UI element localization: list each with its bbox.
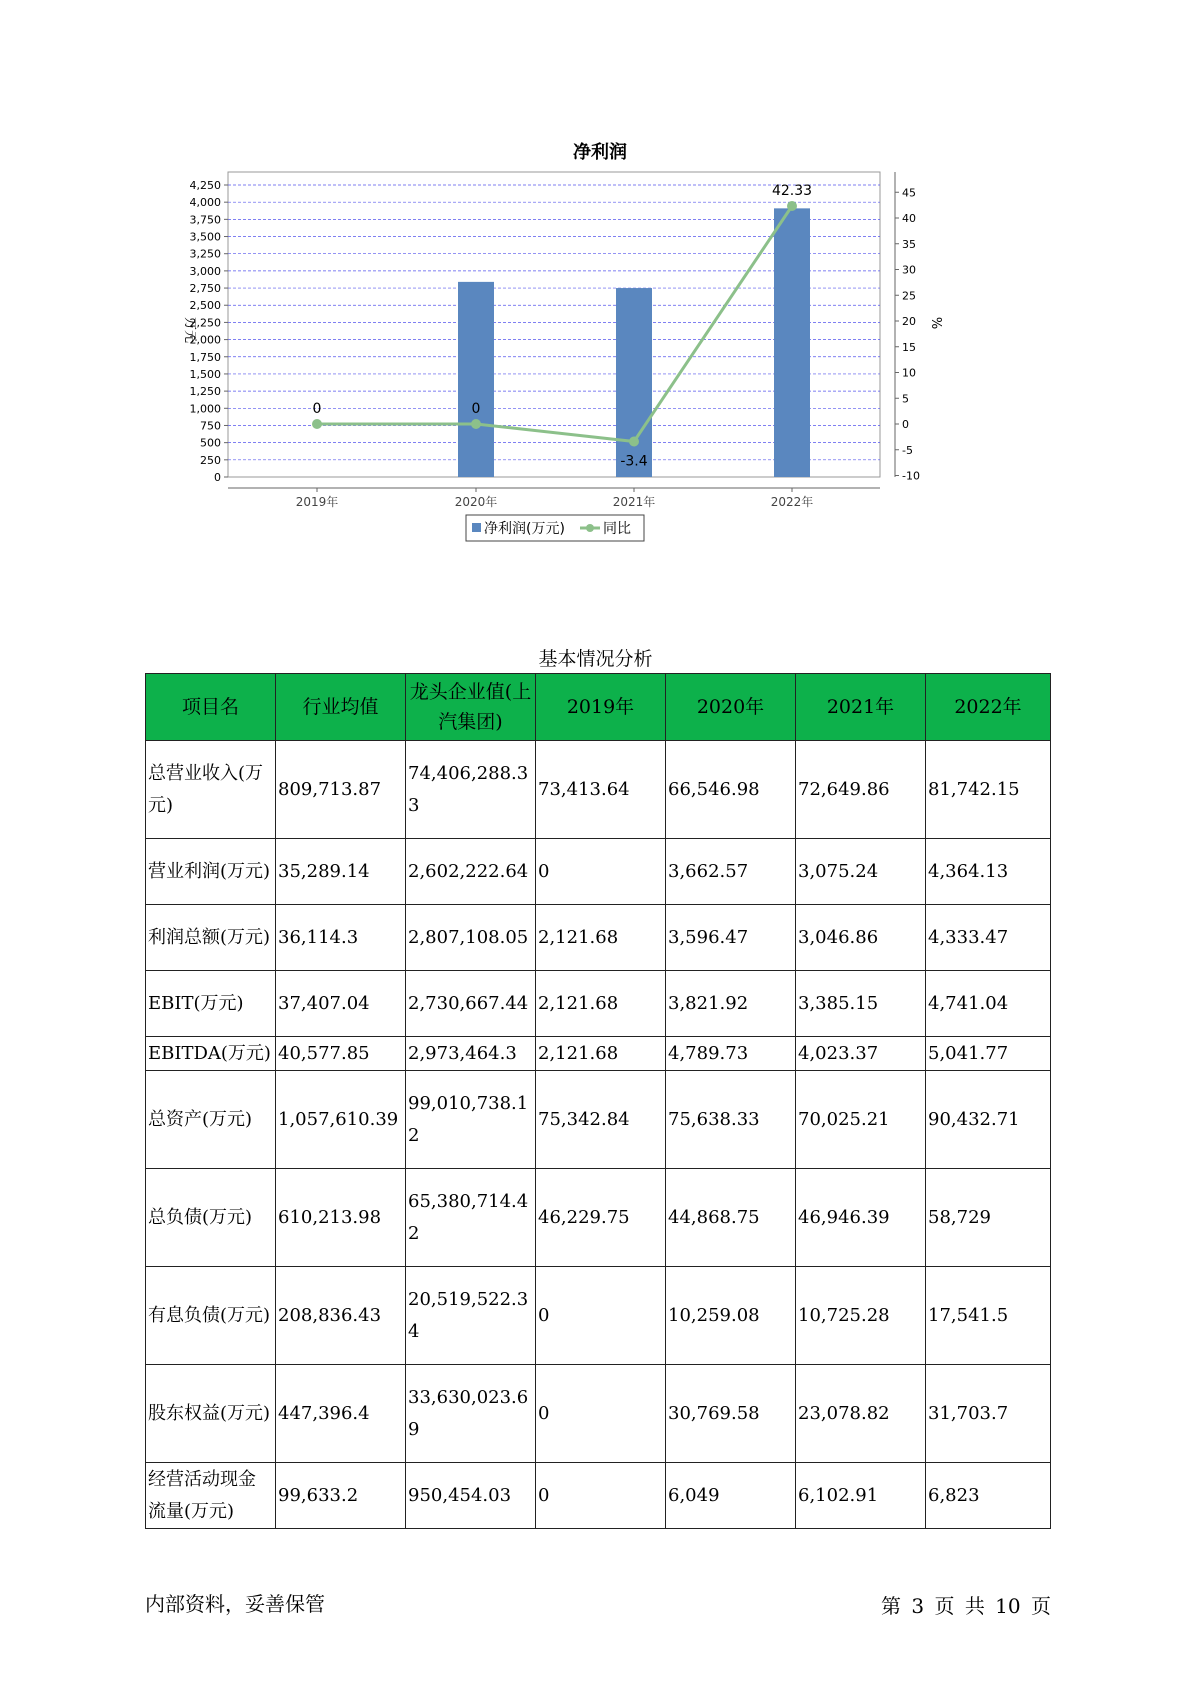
row-label: 总营业收入(万元): [146, 741, 276, 839]
y-tick-label: 3,250: [189, 247, 221, 261]
table-title: 基本情况分析: [538, 648, 653, 670]
table-row: [146, 1169, 1051, 1267]
table-cell: 17,541.5: [926, 1267, 1051, 1365]
table-cell: 6,102.91: [796, 1463, 926, 1529]
table-cell: 65,380,714.42: [406, 1169, 536, 1267]
header-cell: 行业均值: [276, 674, 406, 741]
y2-tick-label: 45: [902, 186, 916, 200]
table-cell: 3,662.57: [666, 839, 796, 905]
table-cell: 30,769.58: [666, 1365, 796, 1463]
y-tick-label: 1,750: [189, 350, 221, 364]
chart-title: 净利润: [573, 142, 627, 163]
y-tick-label: 1,250: [189, 385, 221, 399]
analysis-table: [145, 673, 1051, 1529]
y2-tick-label: 10: [902, 366, 916, 380]
table-cell: 3,596.47: [666, 905, 796, 971]
y2-tick-label: 5: [902, 392, 909, 406]
table-cell: 0: [536, 839, 666, 905]
yoy-data-label: 42.33: [771, 183, 813, 200]
row-label: 经营活动现金流量(万元): [146, 1463, 276, 1529]
y-tick-label: 2,250: [189, 316, 221, 330]
row-label: 总负债(万元): [146, 1169, 276, 1267]
y-tick-label: 4,250: [189, 179, 221, 192]
y-tick-label: 1,500: [189, 367, 221, 381]
table-header-row: [146, 674, 1051, 741]
y2-tick-label: 20: [902, 315, 916, 328]
y2-tick-label: -10: [902, 469, 920, 483]
table-cell: 950,454.03: [406, 1463, 536, 1529]
table-cell: 44,868.75: [666, 1169, 796, 1267]
x-axis-labels: [296, 488, 814, 509]
header-cell: 2022年: [926, 674, 1051, 741]
table-cell: 99,633.2: [276, 1463, 406, 1529]
table-cell: 2,602,222.64: [406, 839, 536, 905]
table-cell: 33,630,023.69: [406, 1365, 536, 1463]
table-cell: 90,432.71: [926, 1071, 1051, 1169]
y-tick-label: 4,000: [189, 196, 221, 210]
table-cell: 4,333.47: [926, 905, 1051, 971]
header-cell: 项目名: [146, 674, 276, 741]
table-cell: 4,789.73: [666, 1037, 796, 1071]
table-cell: 36,114.3: [276, 905, 406, 971]
table-cell: 809,713.87: [276, 741, 406, 839]
x-tick-label: 2021年: [612, 495, 656, 509]
y2-tick-label: -5: [902, 443, 913, 457]
table-cell: 31,703.7: [926, 1365, 1051, 1463]
legend-bar-label: 净利润(万元): [484, 521, 565, 537]
x-tick-label: 2022年: [770, 495, 814, 509]
table-cell: 2,807,108.05: [406, 905, 536, 971]
y-tick-label: 750: [200, 419, 221, 433]
y2-tick-label: 0: [902, 418, 909, 431]
left-axis-label: 万元: [182, 316, 197, 344]
table-cell: 0: [536, 1463, 666, 1529]
y-tick-label: 3,750: [189, 213, 221, 227]
table-cell: 5,041.77: [926, 1037, 1051, 1071]
y-tick-label: 1,000: [189, 402, 221, 416]
table-cell: 1,057,610.39: [276, 1071, 406, 1169]
table-cell: 3,046.86: [796, 905, 926, 971]
table-cell: 2,973,464.3: [406, 1037, 536, 1071]
yoy-data-label: 0: [471, 401, 481, 417]
table-cell: 447,396.4: [276, 1365, 406, 1463]
table-cell: 46,946.39: [796, 1169, 926, 1267]
table-cell: 610,213.98: [276, 1169, 406, 1267]
table-row: [146, 839, 1051, 905]
row-label: EBITDA(万元): [146, 1037, 276, 1071]
net-profit-chart: [160, 130, 1040, 600]
right-axis-ticks: [895, 172, 920, 483]
bar-2022年: [774, 208, 810, 477]
table-cell: 37,407.04: [276, 971, 406, 1037]
table-cell: 208,836.43: [276, 1267, 406, 1365]
footer-note: 内部资料，妥善保管: [145, 1592, 325, 1616]
bar-2020年: [458, 282, 494, 477]
y2-tick-label: 25: [902, 289, 916, 303]
table-cell: 46,229.75: [536, 1169, 666, 1267]
table-cell: 58,729: [926, 1169, 1051, 1267]
table-body: [146, 741, 1051, 1529]
legend-line-marker: [586, 524, 594, 532]
table-cell: 75,638.33: [666, 1071, 796, 1169]
yoy-data-label: -3.4: [620, 453, 648, 470]
table-cell: 2,730,667.44: [406, 971, 536, 1037]
table-cell: 6,049: [666, 1463, 796, 1529]
y-tick-label: 500: [200, 436, 221, 450]
table-row: [146, 1037, 1051, 1071]
table-cell: 72,649.86: [796, 741, 926, 839]
table-row: [146, 1071, 1051, 1169]
y-tick-label: 250: [200, 453, 221, 467]
x-tick-label: 2020年: [454, 495, 498, 509]
y2-tick-label: 40: [902, 212, 916, 225]
table-cell: 74,406,288.33: [406, 741, 536, 839]
table-cell: 3,075.24: [796, 839, 926, 905]
yoy-point: [787, 201, 797, 211]
row-label: 总资产(万元): [146, 1071, 276, 1169]
table-cell: 6,823: [926, 1463, 1051, 1529]
row-label: 营业利润(万元): [146, 839, 276, 905]
table-row: [146, 1463, 1051, 1529]
y2-tick-label: 30: [902, 263, 916, 277]
table-cell: 2,121.68: [536, 1037, 666, 1071]
table-row: [146, 1365, 1051, 1463]
table-cell: 10,725.28: [796, 1267, 926, 1365]
yoy-point: [471, 419, 481, 429]
yoy-data-label: 0: [312, 401, 322, 417]
y-tick-label: 3,500: [189, 230, 221, 244]
row-label: 利润总额(万元): [146, 905, 276, 971]
row-label: 有息负债(万元): [146, 1267, 276, 1365]
table-cell: 81,742.15: [926, 741, 1051, 839]
yoy-point: [629, 437, 639, 447]
header-cell: 2021年: [796, 674, 926, 741]
table-row: [146, 971, 1051, 1037]
table-cell: 73,413.64: [536, 741, 666, 839]
y-tick-label: 2,750: [189, 282, 221, 296]
table-cell: 4,023.37: [796, 1037, 926, 1071]
table-cell: 40,577.85: [276, 1037, 406, 1071]
table-row: [146, 905, 1051, 971]
table-cell: 75,342.84: [536, 1071, 666, 1169]
table-cell: 23,078.82: [796, 1365, 926, 1463]
x-tick-label: 2019年: [295, 495, 339, 509]
table-cell: 4,364.13: [926, 839, 1051, 905]
y2-tick-label: 35: [902, 237, 916, 251]
y-tick-label: 2,500: [189, 299, 221, 313]
table-cell: 0: [536, 1365, 666, 1463]
table-cell: 2,121.68: [536, 905, 666, 971]
bar-2021年: [616, 288, 652, 477]
table-cell: 3,821.92: [666, 971, 796, 1037]
y2-tick-label: 15: [902, 340, 916, 354]
header-cell: 龙头企业值(上汽集团): [406, 674, 536, 741]
y-tick-label: 2,000: [189, 333, 221, 347]
chart-legend: [466, 515, 644, 541]
yoy-point: [312, 419, 322, 429]
table-cell: 3,385.15: [796, 971, 926, 1037]
table-cell: 70,025.21: [796, 1071, 926, 1169]
row-label: 股东权益(万元): [146, 1365, 276, 1463]
table-row: [146, 741, 1051, 839]
legend-bar-swatch: [472, 523, 481, 532]
y-tick-label: 0: [214, 471, 221, 484]
page-number: 第 3 页 共 10 页: [881, 1594, 1051, 1618]
table-cell: 35,289.14: [276, 839, 406, 905]
table-row: [146, 1267, 1051, 1365]
right-axis-label: %: [928, 316, 943, 330]
table-cell: 4,741.04: [926, 971, 1051, 1037]
header-cell: 2020年: [666, 674, 796, 741]
header-cell: 2019年: [536, 674, 666, 741]
table-cell: 99,010,738.12: [406, 1071, 536, 1169]
row-label: EBIT(万元): [146, 971, 276, 1037]
table-cell: 66,546.98: [666, 741, 796, 839]
legend-line-label: 同比: [603, 521, 631, 537]
table-cell: 20,519,522.34: [406, 1267, 536, 1365]
table-cell: 2,121.68: [536, 971, 666, 1037]
y-tick-label: 3,000: [189, 264, 221, 278]
table-cell: 10,259.08: [666, 1267, 796, 1365]
table-cell: 0: [536, 1267, 666, 1365]
